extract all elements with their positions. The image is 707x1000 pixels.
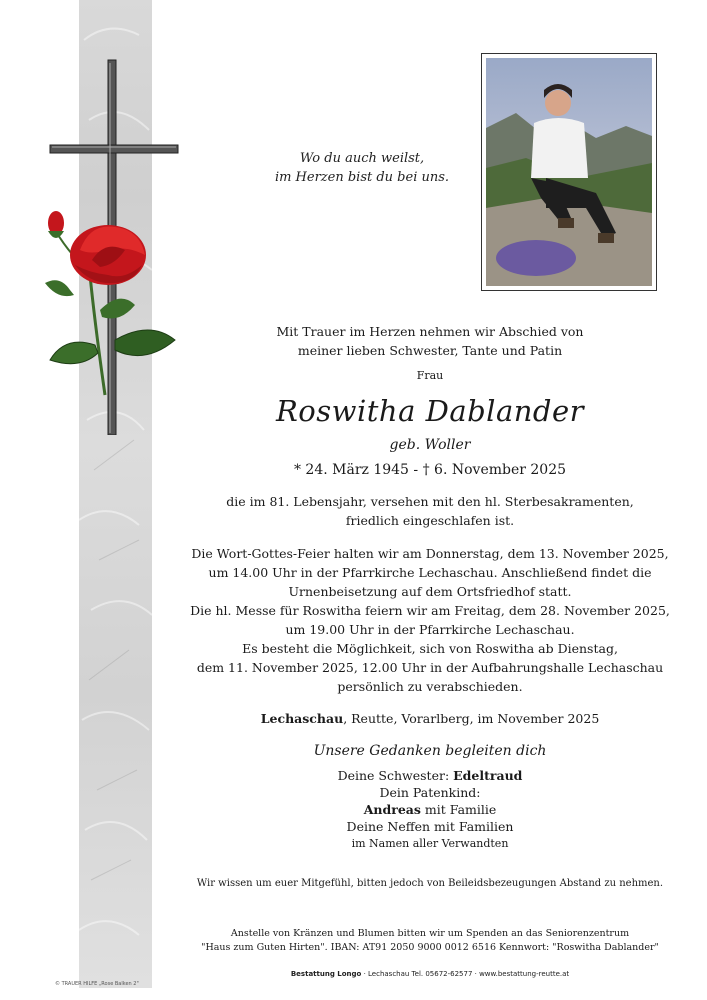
mass-line: Die hl. Messe für Roswitha feiern wir am Freitag, dem 28. November 2025, [190,603,670,618]
mourner-godchild-label: Dein Patenkind: [379,785,481,800]
intro-line: Mit Trauer im Herzen nehmen wir Abschied von [276,324,584,339]
portrait-photo [481,53,657,291]
intro-text [180,322,680,360]
ceremony-text [180,544,680,601]
farewell-line: Es besteht die Möglichkeit, sich von Roswitha ab Dienstag, [242,641,618,656]
passing-line: die im 81. Lebensjahr, versehen mit den hl. Sterbesakramenten, [226,494,634,509]
donation-line: "Haus zum Guten Hirten". IBAN: AT91 2050 9000 0012 6516 Kennwort: "Roswitha Dablander" [201,942,659,953]
motto [262,149,462,187]
copyright-note: © TRAUER HILFE „Rose Balken 2" [55,981,139,987]
donation-text [180,927,680,955]
mass-text [180,601,680,639]
donation-line: Anstelle von Kränzen und Blumen bitten wir um Spenden an das Seniorenzentrum [230,928,630,939]
mass-line: um 19.00 Uhr in der Pfarrkirche Lechaschau. [285,622,575,637]
thoughts-line: Unsere Gedanken begleiten dich [313,743,547,759]
portrait-photo-image [486,58,652,286]
farewell-line: persönlich zu verabschieden. [337,679,523,694]
deceased-name: Roswitha Dablander [275,394,585,428]
mourner-relatives: im Namen aller Verwandten [351,837,509,850]
place-date [180,709,680,728]
passing-text [180,492,680,530]
ceremony-line: Urnenbeisetzung auf dem Ortsfriedhof statt. [288,584,572,599]
birth-name: geb. Woller [389,437,471,453]
cross-with-rose-icon [30,55,180,435]
life-dates: * 24. März 1945 - † 6. November 2025 [293,462,567,478]
mourner-sister: Deine Schwester: Edeltraud [337,768,523,783]
place-rest: , Reutte, Vorarlberg, im November 2025 [343,711,600,726]
salutation: Frau [416,369,444,382]
footer-company: Bestattung Longo [290,970,362,978]
ceremony-line: um 14.00 Uhr in der Pfarrkirche Lechaschau. Anschließend findet die [208,565,652,580]
motto-line: Wo du auch weilst, [299,151,425,166]
motto-line: im Herzen bist du bei uns. [274,170,450,185]
farewell-text [180,639,680,696]
passing-line: friedlich eingeschlafen ist. [345,513,515,528]
intro-line: meiner lieben Schwester, Tante und Patin [297,343,563,358]
condolence-note: Wir wissen um euer Mitgefühl, bitten jedoch von Beileidsbezeugungen Abstand zu nehmen. [196,878,664,889]
mourner-godchild: Andreas mit Familie [363,802,497,817]
mourners-list [180,767,680,852]
footer [180,970,680,978]
ceremony-line: Die Wort-Gottes-Feier halten wir am Donnerstag, dem 13. November 2025, [191,546,669,561]
mourner-nephews: Deine Neffen mit Familien [346,819,514,834]
farewell-line: dem 11. November 2025, 12.00 Uhr in der Aufbahrungshalle Lechaschau [196,660,664,675]
place-town: Lechaschau [260,711,344,726]
footer-contact: · Lechaschau Tel. 05672-62577 · www.bestattung-reutte.at [361,970,570,978]
